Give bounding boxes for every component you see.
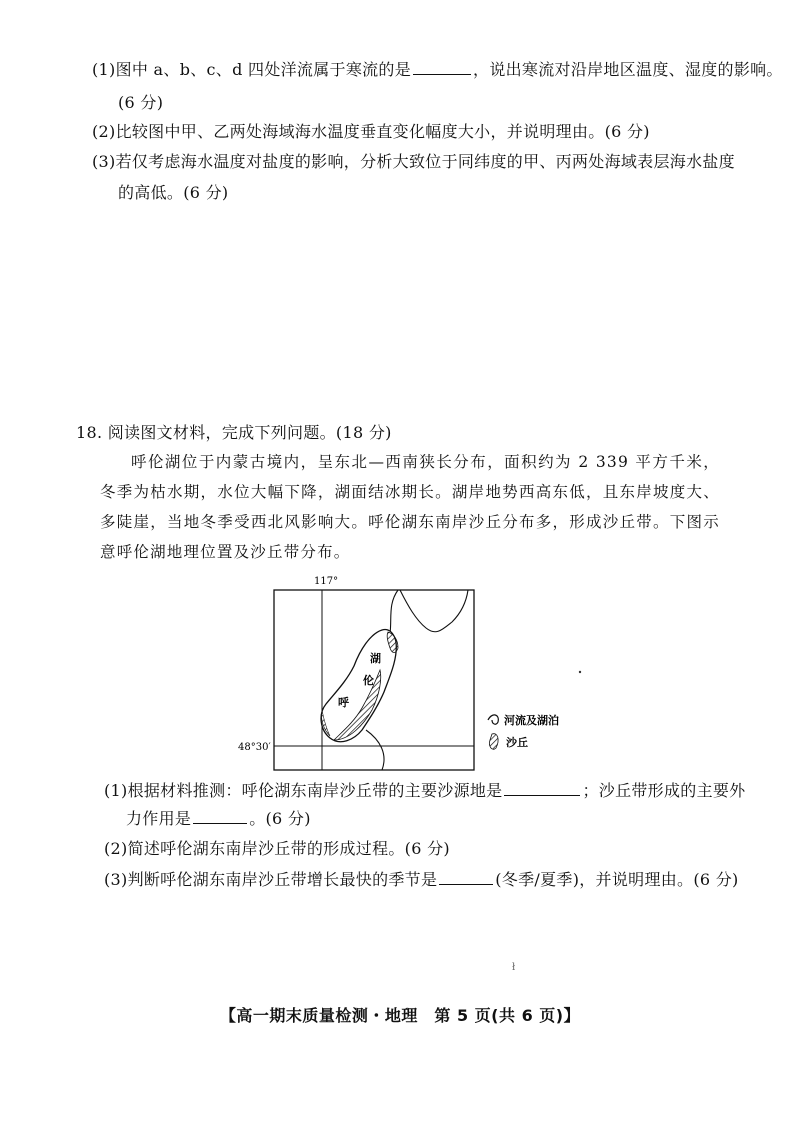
page-footer: 【高一期末质量检测・地理 第 5 页(共 6 页)】 (219, 1006, 581, 1025)
answer-blank[interactable] (193, 807, 247, 824)
q18-sub1-text-end: ；沙丘带形成的主要外 (582, 781, 746, 800)
q18-sub3-text-end: (冬季/夏季)，并说明理由。(6 分) (495, 870, 739, 889)
q18-sub3-text: (3)判断呼伦湖东南岸沙丘带增长最快的季节是 (104, 870, 438, 889)
answer-blank[interactable] (413, 58, 471, 75)
q18-sub3 (104, 868, 739, 891)
q18-sub1-line2 (126, 807, 311, 830)
q18-sub1-score: 。(6 分) (249, 809, 311, 828)
q17-sub3-line1: (3)若仅考虑海水温度对盐度的影响，分析大致位于同纬度的甲、丙两处海域表层海水盐度 (92, 152, 735, 171)
q17-sub2: (2)比较图中甲、乙两处海域海水温度垂直变化幅度大小，并说明理由。(6 分) (92, 122, 650, 141)
longitude-label: 117° (314, 576, 339, 587)
hulun-lake-map (230, 570, 610, 780)
latitude-label: 48°30′ (238, 742, 271, 753)
q17-sub1-score: (6 分) (118, 93, 164, 112)
answer-blank[interactable] (439, 868, 493, 885)
lake-char-lun: 伦 (363, 674, 374, 687)
legend-dune-label: 沙丘 (506, 736, 528, 749)
river-northeast (400, 590, 468, 632)
lake-char-hu2: 呼 (338, 696, 349, 709)
lake-char-hu: 湖 (370, 652, 381, 665)
q18-material: 呼伦湖位于内蒙古境内，呈东北—西南狭长分布，面积约为 2 339 平方千米，冬季为枯水期，水位大幅下降，湖面结冰期长。湖岸地势西高东低，且东岸坡度大、多陡崖，当地冬季受西北风影响大。呼伦湖东南岸沙丘分布多，形成沙丘带。下图示意呼伦湖地理位置及沙丘带分布。 (100, 453, 720, 561)
legend-river-lake-label: 河流及湖泊 (504, 714, 559, 727)
stray-dot (579, 671, 581, 673)
q18-sub1 (104, 779, 745, 802)
river-lake-icon (488, 715, 498, 724)
q17-sub1-text: (1)图中 a、b、c、d 四处洋流属于寒流的是 (92, 60, 412, 79)
q18-sub2: (2)简述呼伦湖东南岸沙丘带的形成过程。(6 分) (104, 839, 450, 858)
q17-sub1 (92, 58, 783, 81)
q17-sub3-line2: 的高低。(6 分) (118, 183, 229, 202)
q18-sub1-line2-text: 力作用是 (126, 809, 192, 828)
q17-sub1-text-end: ，说出寒流对沿岸地区温度、湿度的影响。 (473, 60, 783, 79)
answer-blank[interactable] (504, 779, 580, 796)
q18-sub1-text: (1)根据材料推测：呼伦湖东南岸沙丘带的主要沙源地是 (104, 781, 503, 800)
river-south (366, 730, 384, 770)
river-north (390, 590, 398, 634)
stray-mark: ł (512, 962, 516, 973)
dune-hatch-icon (489, 734, 498, 750)
q18-heading: 18. 阅读图文材料，完成下列问题。(18 分) (76, 423, 392, 442)
